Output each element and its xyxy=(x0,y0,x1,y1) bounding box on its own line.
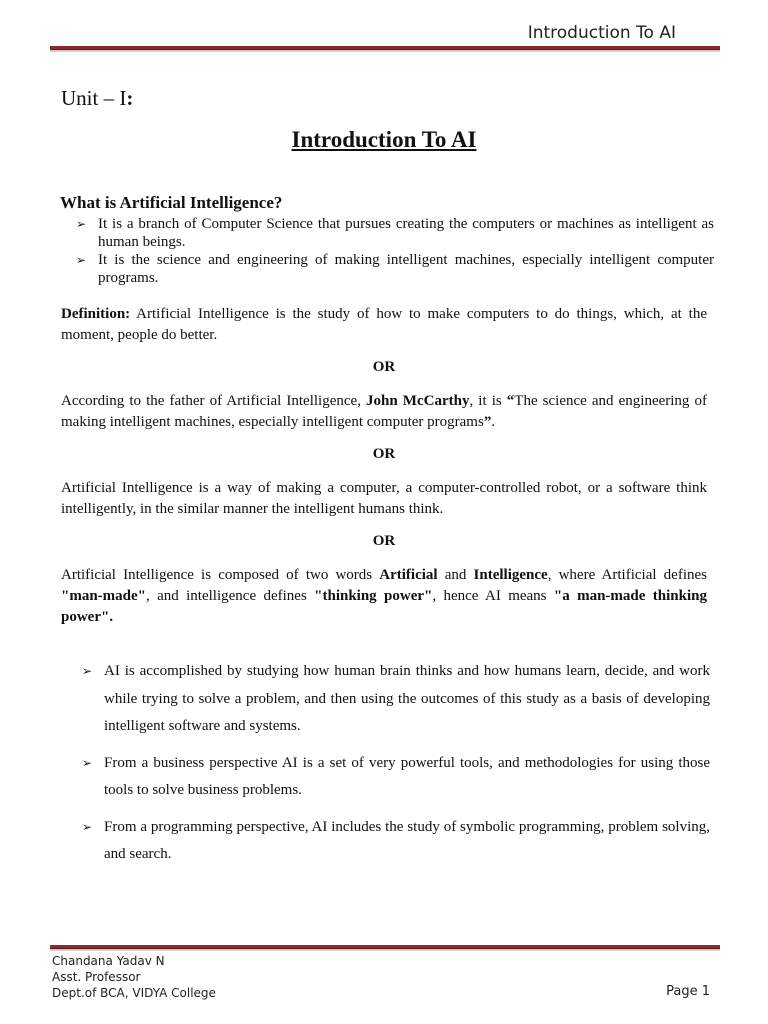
arrow-bullet-icon: ➢ xyxy=(76,217,87,231)
definition-paragraph: Definition: Artificial Intelligence is the study of how to make computers to do things, which, at the moment, people do better. xyxy=(61,306,707,343)
or-separator: OR xyxy=(372,533,396,549)
list-item: ➢ It is the science and engineering of making intelligent machines, especially intelligent computer programs. xyxy=(76,252,714,286)
footer-author xyxy=(52,953,216,1001)
or-separator: OR xyxy=(372,446,396,462)
page-title: Introduction To AI xyxy=(291,127,477,152)
list-item: ➢ It is a branch of Computer Science that pursues creating the computers or machines as intelligent as human beings. xyxy=(76,216,714,250)
way-paragraph: Artificial Intelligence is a way of making a computer, a computer-controlled robot, or a software think intelligently, in the similar manner the intelligent humans think. xyxy=(61,480,707,517)
footer-dept: Dept.of BCA, VIDYA College xyxy=(52,986,216,1000)
header-rule xyxy=(50,46,720,50)
composed-paragraph: Artificial Intelligence is composed of two words Artificial and Intelligence, where Artificial defines "man-made", and intelligence defines "thinking power", hence AI means "a man-made thinking power". xyxy=(61,567,707,625)
section-heading: What is Artificial Intelligence? xyxy=(60,193,283,212)
arrow-bullet-icon: ➢ xyxy=(82,819,93,834)
mccarthy-paragraph: According to the father of Artificial Intelligence, John McCarthy, it is “The science and engineering of making intelligent machines, especially intelligent computer programs”. xyxy=(61,393,708,430)
footer-name: Chandana Yadav N xyxy=(52,954,165,968)
arrow-bullet-icon: ➢ xyxy=(82,664,93,678)
definition-bullet-list xyxy=(76,215,714,287)
page-number: Page 1 xyxy=(666,984,710,999)
arrow-bullet-icon: ➢ xyxy=(76,253,87,267)
footer-rule xyxy=(50,945,720,949)
list-item: ➢ AI is accomplished by studying how human brain thinks and how humans learn, decide, and work while trying to solve a problem, and then using the outcomes of this study as a basis of developing intelligent software and systems. xyxy=(82,658,710,741)
header-title: Introduction To AI xyxy=(527,23,676,43)
list-item: ➢ From a business perspective AI is a set of very powerful tools, and methodologies for using those tools to solve business problems. xyxy=(82,750,710,805)
arrow-bullet-icon: ➢ xyxy=(82,755,93,770)
list-item: ➢ From a programming perspective, AI includes the study of symbolic programming, problem solving, and search. xyxy=(82,814,710,869)
or-separator: OR xyxy=(372,359,396,375)
ai-perspective-list xyxy=(82,658,710,878)
footer-role: Asst. Professor xyxy=(52,970,141,984)
unit-label: Unit – I: xyxy=(61,86,134,110)
